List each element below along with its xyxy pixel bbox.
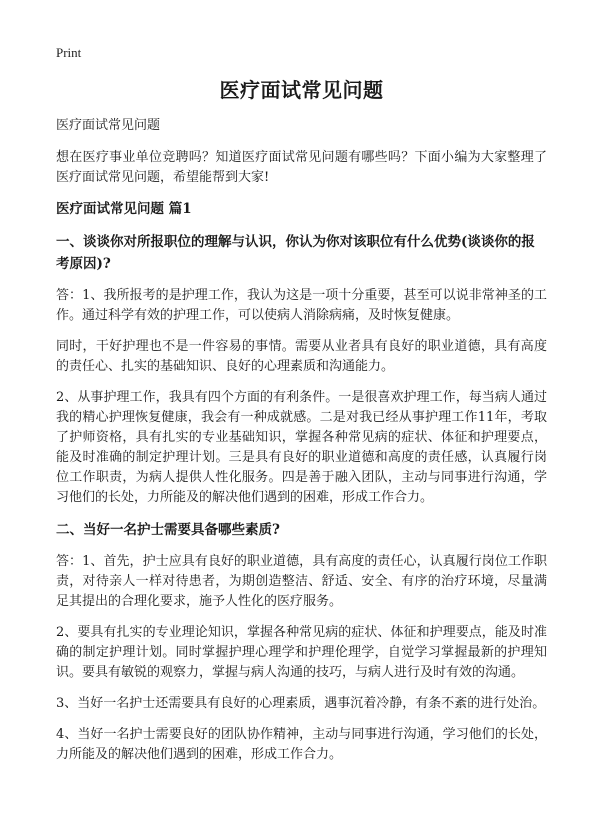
print-link[interactable]: Print (56, 45, 82, 60)
answer-paragraph: 3、当好一名护士还需要具有良好的心理素质，遇事沉着冷静，有条不紊的进行处治。 (56, 696, 546, 711)
question-2-heading: 二、当好一名护士需要具备哪些素质? (56, 522, 280, 538)
answer-paragraph: 答：1、首先，护士应具有良好的职业道德，具有高度的责任心，认真履行岗位工作职责，对待亲人一样对待患者，为期创造整洁、舒适、安全、有序的治疗环境，尽量满足其提出的合理化要求，施予人性化的医疗服务。 (56, 554, 547, 609)
section-title: 医疗面试常见问题 篇1 (56, 201, 192, 217)
page-title: 医疗面试常见问题 (219, 78, 384, 102)
document-subtitle: 医疗面试常见问题 (56, 118, 161, 133)
intro-paragraph: 想在医疗事业单位竞聘吗？知道医疗面试常见问题有哪些吗？下面小编为大家整理了医疗面试常见问题，希望能帮到大家! (56, 150, 547, 185)
answer-paragraph: 2、要具有扎实的专业理论知识，掌握各种常见病的症状、体征和护理要点，能及时准确的制定护理计划。同时掌握护理心理学和护理伦理学，自觉学习掌握最新的护理知识。要具有敏锐的观察力，掌握与病人沟通的技巧，与病人进行及时有效的沟通。 (56, 625, 547, 680)
answer-paragraph: 答：1、我所报考的是护理工作，我认为这是一项十分重要，甚至可以说非常神圣的工作。通过科学有效的护理工作，可以使病人消除病痛，及时恢复健康。 (56, 288, 547, 323)
answer-paragraph: 同时，干好护理也不是一件容易的事情。需要从业者具有良好的职业道德，具有高度的责任心、扎实的基础知识、良好的心理素质和沟通能力。 (56, 339, 547, 374)
answer-paragraph: 2、从事护理工作，我具有四个方面的有利条件。一是很喜欢护理工作，每当病人通过我的精心护理恢复健康，我会有一种成就感。二是对我已经从事护理工作11年，考取了护师资格，具有扎实的专业基础知识，掌握各种常见病的症状、体征和护理要点，能及时准确的制定护理计划。三是具有良好的职业道德和高度的责任感，认真履行岗位工作职责，为病人提供人性化服务。四是善于融入团队，主动与同事进行沟通，学习他们的长处，力所能及的解决他们遇到的困难，形成工作合力。 (56, 390, 547, 505)
question-1-heading: 一、谈谈你对所报职位的理解与认识，你认为你对该职位有什么优势(谈谈你的报考原因)? (56, 234, 535, 272)
answer-paragraph: 4、当好一名护士需要良好的团队协作精神，主动与同事进行沟通，学习他们的长处，力所能及的解决他们遇到的困难，形成工作合力。 (56, 727, 547, 762)
